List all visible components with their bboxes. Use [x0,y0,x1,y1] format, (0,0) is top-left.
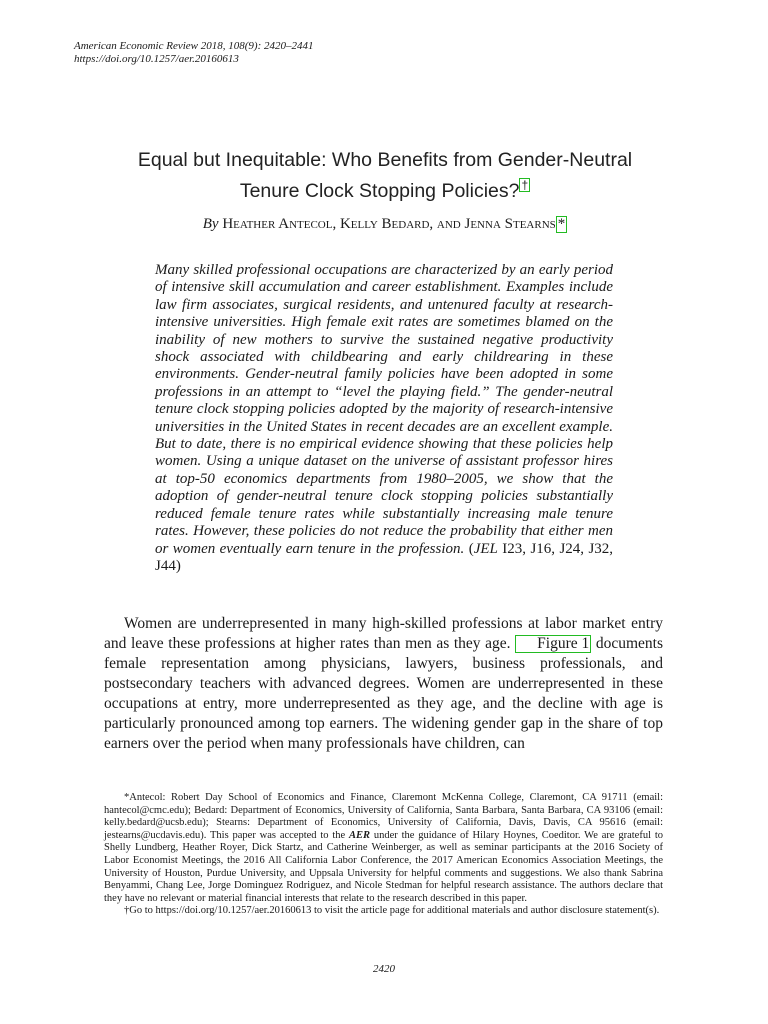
author-line [60,216,710,233]
abstract-text: Many skilled professional occupations are characterized by an early period of intensive skill accumulation and career establishment. Examples include law firm associates, surgical residents, and untenured faculty at research-intensive universities. High female exit rates are sometimes blamed on the inability of new mothers to survive the sustained negative productivity shock associated with childbearing and early childrearing in these environments. Gender-neutral family policies have been adopted in some professions in an attempt to “level the playing field.” The gender-neutral tenure clock stopping policies adopted by the majority of research-intensive universities in the United States in recent decades are an excellent example. But to date, there is no empirical evidence showing that these policies help women. Using a unique dataset on the universe of assistant professor hires at top-50 economics departments from 1980–2005, we show that the adoption of gender-neutral tenure clock stopping policies substantially reduced female tenure rates while substantially increasing male tenure rates. However, these policies do not reduce the probability that either men or women eventually earn tenure in the profession. [155,262,613,557]
jel-open: ( [468,540,474,557]
title-line-2-text: Tenure Clock Stopping Policies? [239,180,520,202]
jel-label: JEL [473,540,498,557]
figure-1-link[interactable]: Figure 1 [515,635,591,653]
journal-citation: American Economic Review 2018, 108(9): 2420–2441 [74,40,314,52]
page-number: 2420 [373,963,395,975]
body-paragraph [104,614,663,754]
abstract [155,262,613,575]
doi-link[interactable]: https://doi.org/10.1257/aer.20160613 [74,53,239,65]
footnote-dagger: †Go to https://doi.org/10.1257/aer.20160613 to visit the article page for additional materials and author disclosure statement(s). [124,905,660,917]
footnote-affiliations-end: under the guidance of Hilary Hoynes, Coeditor. We are grateful to Shelly Lundberg, Heather Royer, Dick Startz, and Catherine Weinberger, as well as seminar participants at the 2016 Society of Labor Economist Meetings, the 2016 All California Labor Conference, the 2017 American Economics Association Meetings, the University of Houston, Purdue University, and Uppsala University for helpful comments and suggestions. We also thank Sabrina Benyammi, Chang Lee, Jorge Dominguez Rodriguez, and Nicole Stedman for helpful research assistance. The authors declare that they have no relevant or material financial interests that relate to the research described in this paper. [104,829,663,904]
footnotes [104,792,663,918]
author-by: By [202,216,219,232]
author-footnote-link[interactable]: * [557,216,566,232]
jel-code-list: I23, J16, J24, J32, J44) [155,540,614,574]
author-names: Heather Antecol, Kelly Bedard, and Jenna Stearns [222,216,556,232]
title-line-1: Equal but Inequitable: Who Benefits from Gender-Neutral [137,149,633,171]
paper-title [60,148,710,204]
footnote-affiliations [104,792,663,905]
body-text-rest: documents female representation among physicians, lawyers, business professionals, and postsecondary teachers with advanced degrees. Women are underrepresented in these occupations at entry, more underrepresented as they age, and the decline with age is particularly pronounced among top earners. The widening gender gap in the share of top earners over the period when many professionals have children, can [104,635,664,752]
title-footnote-link[interactable]: † [521,178,529,192]
body-text-start: Women are underrepresented in many high-skilled professions at labor market entry and leave these professions at higher rates than men as they age. [104,615,663,652]
journal-header [74,40,314,66]
footnote-affiliations-start: *Antecol: Robert Day School of Economics and Finance, Claremont McKenna College, Claremont, CA 91711 (email: hantecol@cmc.edu); Bedard: Department of Economics, University of California, Santa Barbara, Santa Barbara, CA 93106 (email: kelly.bedard@ucsb.edu); Stearns: Department of Economics, University of California, Davis, Davis, CA 95616 (email: jestearns@ucdavis.edu). This paper was accepted to the [104,792,663,841]
title-line-2 [60,173,710,204]
footnote-aer: AER [349,829,371,841]
